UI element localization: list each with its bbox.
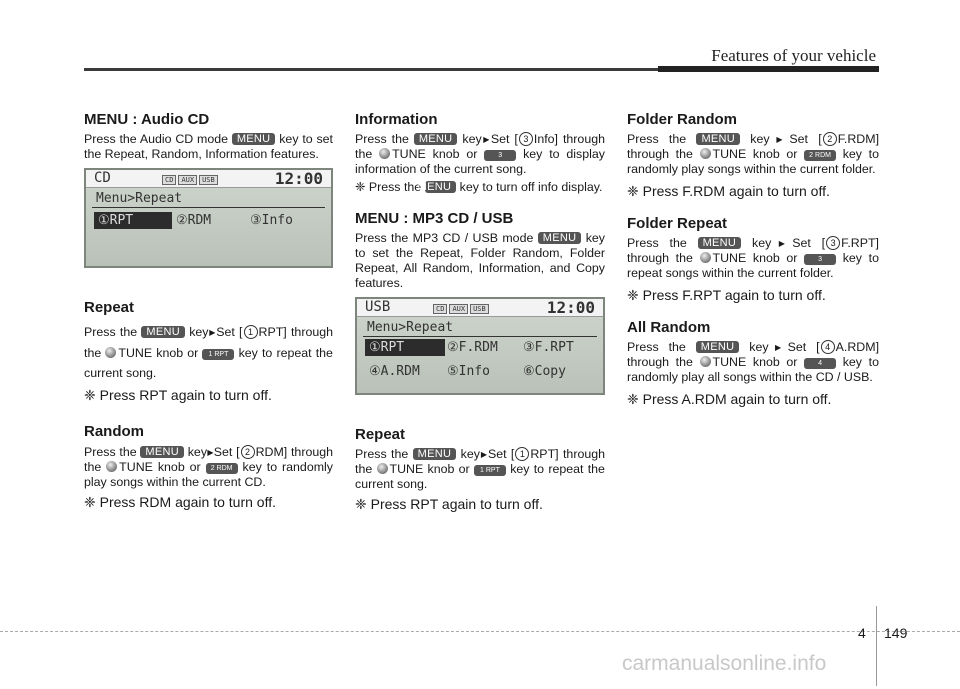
tag-cd: CD xyxy=(162,175,176,185)
screen-item-frdm: ②F.RDM xyxy=(447,340,498,355)
tune-knob-icon xyxy=(106,461,117,472)
tag-usb: USB xyxy=(470,304,489,314)
tag-cd: CD xyxy=(433,304,447,314)
all-random-note: ❈ Press A.RDM again to turn off. xyxy=(627,391,832,407)
tune-knob-icon xyxy=(379,148,390,159)
column-2 xyxy=(355,110,605,513)
section-heading-mp3-usb: MENU : MP3 CD / USB xyxy=(355,210,514,227)
arrow-icon: ▶ xyxy=(771,239,793,248)
preset-button-icon: 1 RPT xyxy=(202,349,234,360)
screen-mode: CD xyxy=(94,170,111,186)
header-title: Features of your vehicle xyxy=(711,46,876,65)
arrow-icon: ▶ xyxy=(768,343,788,352)
section-heading-audio-cd: MENU : Audio CD xyxy=(84,111,210,128)
header-rule-accent xyxy=(658,66,879,72)
menu-button-icon: MENU xyxy=(413,448,457,460)
section-heading-folder-repeat: Folder Repeat xyxy=(627,215,728,232)
repeat-instructions: Press the MENU key▶Set [ 1 RPT] through the TUNE knob or 1 RPT key to repeat the current song. xyxy=(84,325,334,380)
all-random-instructions: Press the MENU key▶Set [ 4 A.RDM] through the TUNE knob or 4 key to randomly play all songs within the CD / USB. xyxy=(627,340,880,384)
preset-button-icon: 3 xyxy=(484,150,516,161)
tag-aux: AUX xyxy=(178,175,197,185)
repeat-2-note: ❈ Press RPT again to turn off. xyxy=(355,496,543,512)
number-circle-icon: 1 xyxy=(244,325,258,339)
number-circle-icon: 2 xyxy=(241,445,255,459)
number-circle-icon: 3 xyxy=(826,236,840,250)
folder-random-instructions: Press the MENU key▶Set [ 2 F.RDM] through the TUNE knob or 2 RDM key to randomly play songs within the current folder. xyxy=(627,132,880,176)
information-instructions: Press the MENU key▶Set [ 3 Info] through the TUNE knob or 3 key to display information of the current song. xyxy=(355,132,605,176)
mp3-usb-intro: Press the MP3 CD / USB mode MENU key to set the Repeat, Folder Random, Folder Repeat, All Random, Information, and Copy features. xyxy=(355,231,605,290)
section-heading-folder-random: Folder Random xyxy=(627,111,738,128)
screen-item-frpt: ③F.RPT xyxy=(523,340,574,355)
arrow-icon: ▶ xyxy=(207,448,214,457)
tune-knob-icon xyxy=(105,347,116,358)
menu-button-icon: MENU xyxy=(414,133,458,145)
tag-aux: AUX xyxy=(449,304,468,314)
section-heading-all-random: All Random xyxy=(627,319,711,336)
menu-button-icon: MENU xyxy=(232,133,276,145)
repeat-note: ❈ Press RPT again to turn off. xyxy=(84,387,272,403)
number-circle-icon: 4 xyxy=(821,340,835,354)
screen-item-ardm: ④A.RDM xyxy=(369,364,420,379)
section-heading-information: Information xyxy=(355,111,438,128)
preset-button-icon: 3 xyxy=(804,254,836,265)
section-heading-random: Random xyxy=(84,423,144,440)
menu-button-icon: MENU xyxy=(698,237,742,249)
menu-button-icon: MENU xyxy=(425,181,457,193)
section-heading-repeat-2: Repeat xyxy=(355,426,406,443)
arrow-icon: ▶ xyxy=(481,135,491,144)
number-circle-icon: 3 xyxy=(519,132,533,146)
folder-random-note: ❈ Press F.RDM again to turn off. xyxy=(627,183,830,199)
folder-repeat-note: ❈ Press F.RPT again to turn off. xyxy=(627,287,826,303)
screen-item-copy: ⑥Copy xyxy=(523,364,566,379)
preset-button-icon: 1 RPT xyxy=(474,465,506,476)
arrow-icon: ▶ xyxy=(769,135,790,144)
repeat-2-instructions: Press the MENU key▶Set [ 1 RPT] through the TUNE knob or 1 RPT key to repeat the current song. xyxy=(355,447,606,491)
menu-button-icon: MENU xyxy=(538,232,582,244)
footer-watermark: carmanualsonline.info xyxy=(622,652,827,675)
menu-button-icon: MENU xyxy=(140,446,184,458)
menu-button-icon: MENU xyxy=(696,133,740,145)
menu-button-icon: MENU xyxy=(141,326,185,338)
preset-button-icon: 2 RDM xyxy=(206,463,238,474)
screen-clock: 12:00 xyxy=(274,169,323,188)
usb-menu-screen xyxy=(355,297,605,395)
tune-knob-icon xyxy=(377,463,388,474)
page-number: 4 xyxy=(858,625,866,641)
tag-usb: USB xyxy=(199,175,218,185)
column-3 xyxy=(627,110,879,408)
screen-item-rpt: ①RPT xyxy=(94,212,172,229)
cd-menu-screen xyxy=(84,168,333,268)
folder-repeat-instructions: Press the MENU key▶Set [ 3 F.RPT] through the TUNE knob or 3 key to repeat songs within the current folder. xyxy=(627,236,879,280)
column-1 xyxy=(84,110,333,511)
arrow-icon: ▶ xyxy=(208,328,217,337)
screen-item-info: ③Info xyxy=(250,213,293,228)
page-number-value: 149 xyxy=(884,625,908,641)
preset-button-icon: 2 RDM xyxy=(804,150,836,161)
screen-mode: USB xyxy=(365,299,391,315)
information-note: ❈ Press the MENU key to turn off info display. xyxy=(355,180,603,194)
random-instructions: Press the MENU key▶Set [ 2 RDM] through the TUNE knob or 2 RDM key to randomly play songs within the current CD. xyxy=(84,445,334,489)
number-circle-icon: 2 xyxy=(823,132,837,146)
section-heading-repeat: Repeat xyxy=(84,299,135,316)
screen-menu-title: Menu>Repeat xyxy=(96,191,183,206)
screen-item-rpt: ①RPT xyxy=(365,339,445,356)
screen-menu-title: Menu>Repeat xyxy=(367,320,454,335)
arrow-icon: ▶ xyxy=(479,450,488,459)
screen-item-info: ⑤Info xyxy=(447,364,490,379)
footer-rule xyxy=(0,631,960,632)
screen-item-rdm: ②RDM xyxy=(176,213,212,228)
tune-knob-icon xyxy=(700,356,711,367)
tune-knob-icon xyxy=(700,252,711,263)
menu-button-icon: MENU xyxy=(696,341,740,353)
number-circle-icon: 1 xyxy=(515,447,529,461)
tune-knob-icon xyxy=(700,148,711,159)
audio-cd-intro: Press the Audio CD mode MENU key to set the Repeat, Random, Information features. xyxy=(84,132,333,161)
page-number-divider xyxy=(876,606,877,686)
screen-clock: 12:00 xyxy=(546,298,595,317)
random-note: ❈ Press RDM again to turn off. xyxy=(84,494,276,510)
preset-button-icon: 4 xyxy=(804,358,836,369)
